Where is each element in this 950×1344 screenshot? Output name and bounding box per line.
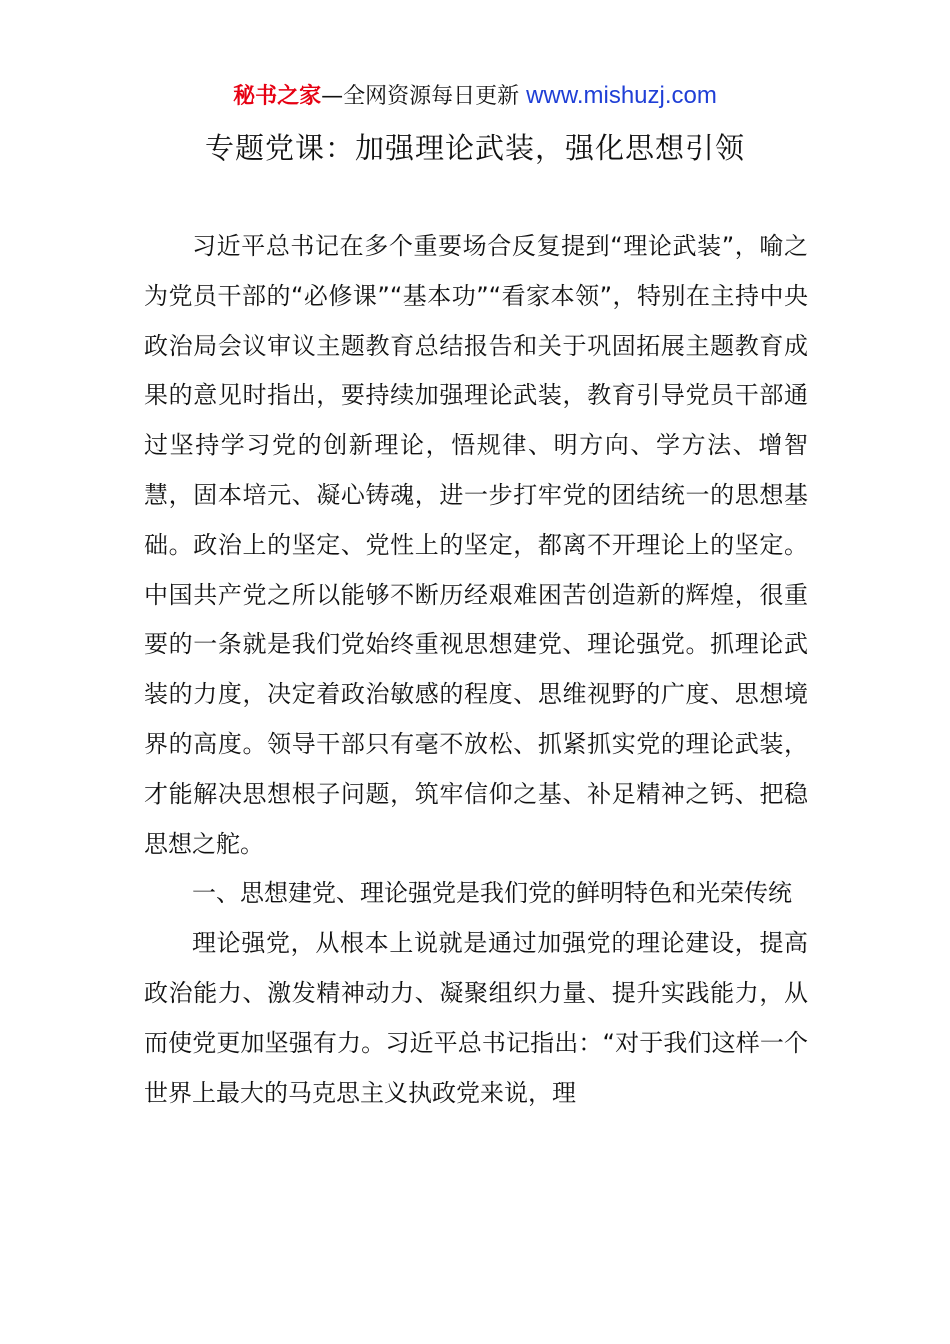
- site-tagline: —全网资源每日更新: [321, 84, 527, 109]
- site-url-link[interactable]: www.mishuzj.com: [526, 82, 717, 109]
- document-body: [144, 222, 808, 1118]
- body-paragraph: 理论强党，从根本上说就是通过加强党的理论建设，提高政治能力、激发精神动力、凝聚组织力量、提升实践能力，从而使党更加坚强有力。习近平总书记指出：“对于我们这样一个世界上最大的马克思主义执政党来说，理: [144, 929, 808, 1107]
- site-brand: 秘书之家: [233, 84, 322, 109]
- section-heading: 一、思想建党、理论强党是我们党的鲜明特色和光荣传统: [192, 879, 792, 908]
- document-title: 专题党课：加强理论武装，强化思想引领: [204, 131, 745, 165]
- body-paragraph: 习近平总书记在多个重要场合反复提到“理论武装”，喻之为党员干部的“必修课”“基本功”“看家本领”，特别在主持中央政治局会议审议主题教育总结报告和关于巩固拓展主题教育成果的意见时指出，要持续加强理论武装，教育引导党员干部通过坚持学习党的创新理论，悟规律、明方向、学方法、增智慧，固本培元、凝心铸魂，进一步打牢党的团结统一的思想基础。政治上的坚定、党性上的坚定，都离不开理论上的坚定。中国共产党之所以能够不断历经艰难困苦创造新的辉煌，很重要的一条就是我们党始终重视思想建党、理论强党。抓理论武装的力度，决定着政治敏感的程度、思维视野的广度、思想境界的高度。领导干部只有毫不放松、抓紧抓实党的理论武装，才能解决思想根子问题，筑牢信仰之基、补足精神之钙、把稳思想之舵。: [144, 232, 808, 858]
- site-header: [0, 78, 950, 115]
